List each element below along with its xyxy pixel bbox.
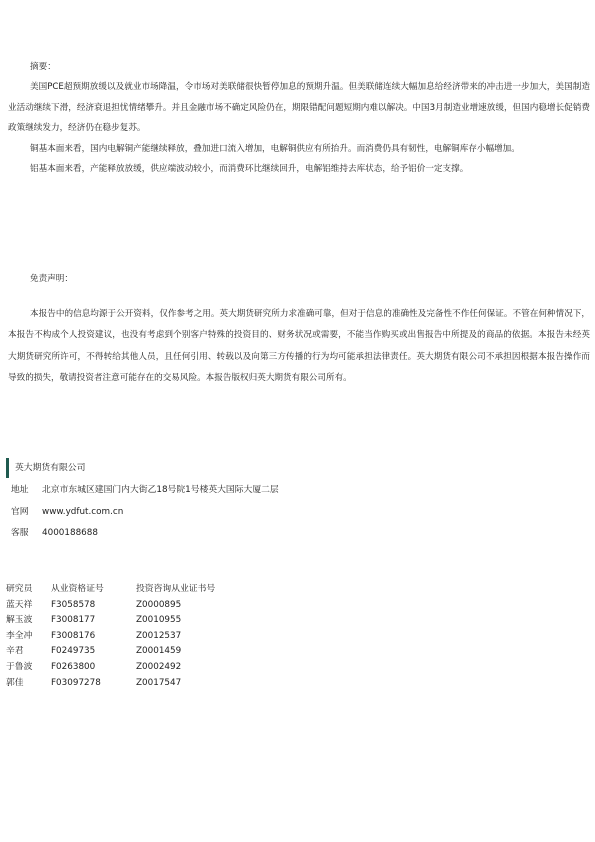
service-phone: 4000188688 xyxy=(42,528,98,538)
disclaimer-text: 本报告中的信息均源于公开资料，仅作参考之用。英大期货研究所力求准确可靠，但对于信息的准确性及完备性不作任何保证。不管在何种情况下，本报告不构成个人投资建议，也没有考虑到个别客户特殊的投资目的、财务状况或需要，不能当作购买或出售报告中所提及的商品的依据。本报告未经英大期货研究所许可，不得转给其他人员，且任何引用、转载以及向第三方传播的行为均可能承担法律责任。英大期货有限公司不承担因根据本报告操作而导致的损失，敬请投资者注意可能存在的交易风险。本报告版权归英大期货有限公司所有。 xyxy=(8,309,590,384)
analyst-table xyxy=(6,582,276,691)
analyst-table-section xyxy=(6,582,276,691)
address-value: 北京市东城区建国门内大街乙18号院1号楼英大国际大厦二层 xyxy=(42,485,279,495)
analyst-name: 辛君 xyxy=(6,646,24,657)
website-label: 官网 xyxy=(11,506,29,517)
table-row xyxy=(6,660,276,676)
service-label: 客服 xyxy=(11,528,29,538)
service-row xyxy=(11,523,346,545)
summary-section xyxy=(8,57,590,179)
consulting-cert-no: Z0012537 xyxy=(136,630,182,641)
table-row xyxy=(6,629,276,645)
consulting-cert-no: Z0010955 xyxy=(136,615,182,626)
summary-heading: 摘要： xyxy=(30,62,56,72)
consulting-cert-no: Z0000895 xyxy=(136,599,182,610)
analyst-name: 蓝天祥 xyxy=(6,599,33,610)
analyst-table-header xyxy=(6,582,276,598)
company-info xyxy=(6,458,346,545)
summary-paragraph-copper: 铜基本面来看，国内电解铜产能继续释放，叠加进口流入增加，电解铜供应有所抬升。而消费仍具有韧性，电解铜库存小幅增加。 xyxy=(30,143,520,154)
header-consulting-cert-no: 投资咨询从业证书号 xyxy=(136,584,216,594)
disclaimer-title: 免责声明： xyxy=(30,274,73,284)
website-row xyxy=(11,502,346,524)
consulting-cert-no: Z0001459 xyxy=(136,646,182,657)
header-analyst: 研究员 xyxy=(6,584,33,594)
table-row xyxy=(6,613,276,629)
analyst-name: 李全冲 xyxy=(6,630,33,641)
summary-paragraph-aluminum: 铝基本面来看，产能释放放缓，供应端波动较小，而消费环比继续回升，电解铝维持去库状态，给予铝价一定支撑。 xyxy=(30,164,469,175)
consulting-cert-no: Z0017547 xyxy=(136,677,182,688)
header-qualification-no: 从业资格证号 xyxy=(51,584,104,594)
consulting-cert-no: Z0002492 xyxy=(136,661,182,672)
company-name: 英大期货有限公司 xyxy=(6,458,346,478)
qualification-no: F3058578 xyxy=(51,599,96,610)
address-label: 地址 xyxy=(11,485,29,495)
analyst-name: 郭佳 xyxy=(6,677,24,688)
qualification-no: F0263800 xyxy=(51,661,96,672)
summary-paragraph-macro: 美国PCE超预期放缓以及就业市场降温，令市场对美联储很快暂停加息的预期升温。但美联储连续大幅加息给经济带来的冲击进一步加大，美国制造业活动继续下滑，经济衰退担忧情绪攀升。并且金融市场不确定风险仍在，期限错配问题短期内难以解决。中国3月制造业增速放缓，但国内稳增长促销费政策继续发力，经济仍在稳步复苏。 xyxy=(8,82,590,134)
qualification-no: F0249735 xyxy=(51,646,96,657)
qualification-no: F3008176 xyxy=(51,630,96,641)
table-row xyxy=(6,644,276,660)
qualification-no: F03097278 xyxy=(51,677,101,688)
analyst-name: 解玉波 xyxy=(6,615,33,626)
qualification-no: F3008177 xyxy=(51,615,96,626)
table-row xyxy=(6,676,276,692)
analyst-name: 于鲁波 xyxy=(6,661,33,672)
address-row xyxy=(11,480,346,502)
table-row xyxy=(6,598,276,614)
website-link[interactable]: www.ydfut.com.cn xyxy=(42,506,124,517)
